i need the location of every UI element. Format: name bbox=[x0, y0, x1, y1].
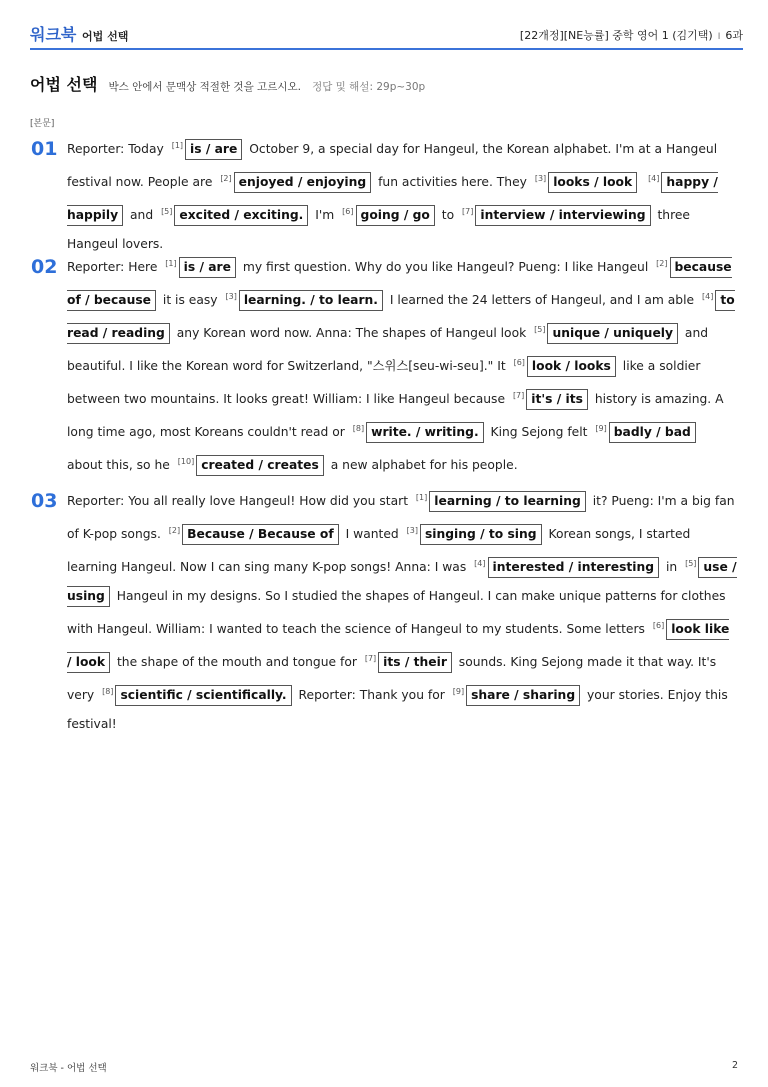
passage-text: to bbox=[437, 208, 459, 222]
passage-text: your stories. Enjoy this festival! bbox=[67, 688, 728, 731]
blank-number: [6] bbox=[652, 621, 665, 630]
choice-box[interactable]: use / using bbox=[67, 557, 737, 607]
choice-box[interactable]: looks / look bbox=[548, 172, 637, 193]
choice-box[interactable]: write. / writing. bbox=[366, 422, 484, 443]
blank-number: [5] bbox=[161, 207, 173, 216]
instruction-text: 박스 안에서 문맥상 적절한 것을 고르시오. bbox=[108, 81, 301, 93]
passage-text: three Hangeul lovers. bbox=[67, 208, 691, 251]
blank-number: [1] bbox=[171, 141, 184, 150]
choice-box[interactable]: its / their bbox=[378, 652, 452, 673]
blank-number: [3] bbox=[406, 526, 418, 535]
blank-number: [2] bbox=[168, 526, 181, 535]
question-passage-02 bbox=[67, 249, 737, 480]
passage-text: and bbox=[126, 208, 158, 222]
passage-text: my first question. Why do you like Hangeul? Pueng: I like Hangeul bbox=[238, 260, 653, 274]
passage-text: history is amazing. A long time ago, most Koreans couldn't read or bbox=[67, 392, 724, 439]
passage-text: Reporter: Today bbox=[67, 142, 168, 156]
choice-box[interactable]: going / go bbox=[356, 205, 435, 226]
passage-text: the shape of the mouth and tongue for bbox=[113, 655, 361, 669]
question-passage-01 bbox=[67, 131, 737, 259]
choice-box[interactable]: badly / bad bbox=[609, 422, 696, 443]
blank-number: [10] bbox=[177, 457, 195, 466]
blank-number: [4] bbox=[474, 559, 486, 568]
blank-number: [4] bbox=[648, 174, 660, 183]
choice-box[interactable]: is / are bbox=[179, 257, 236, 278]
passage-text: and beautiful. I like the Korean word for Switzerland, "스위스[seu-wi-seu]." It bbox=[67, 326, 709, 373]
question-number-01: 01 bbox=[31, 138, 58, 160]
blank-number: [6] bbox=[342, 207, 354, 216]
blank-number: [7] bbox=[364, 654, 377, 663]
section-title: 어법 선택 bbox=[30, 75, 98, 94]
passage-text: in bbox=[662, 560, 682, 574]
choice-box[interactable]: interview / interviewing bbox=[475, 205, 650, 226]
book-info bbox=[520, 27, 743, 43]
choice-box[interactable]: singing / to sing bbox=[420, 524, 542, 545]
passage-text bbox=[640, 175, 644, 189]
choice-box[interactable]: unique / uniquely bbox=[547, 323, 678, 344]
book-title: [22개정][NE능률] 중학 영어 1 (김기택) bbox=[519, 29, 713, 42]
blank-number: [1] bbox=[415, 493, 428, 502]
passage-text: I learned the 24 letters of Hangeul, and I am able bbox=[385, 293, 699, 307]
passage-text: fun activities here. They bbox=[374, 175, 531, 189]
passage-text: Hangeul in my designs. So I studied the shapes of Hangeul. I can make unique patterns for clothes with Hangeul. William: I wanted to teach the science of Hangeul to my students. Some letters bbox=[67, 589, 726, 636]
choice-box[interactable]: learning. / to learn. bbox=[239, 290, 383, 311]
blank-number: [9] bbox=[452, 687, 465, 696]
header-separator: I bbox=[717, 32, 721, 42]
page-header bbox=[30, 0, 743, 50]
choice-box[interactable]: look / looks bbox=[527, 356, 616, 377]
passage-text: King Sejong felt bbox=[486, 425, 592, 439]
blank-number: [7] bbox=[512, 391, 525, 400]
blank-number: [3] bbox=[534, 174, 547, 183]
passage-text: October 9, a special day for Hangeul, the Korean alphabet. I'm at a Hangeul festival now. People are bbox=[67, 142, 718, 189]
blank-number: [2] bbox=[656, 259, 668, 268]
choice-box[interactable]: is / are bbox=[185, 139, 242, 160]
passage-text: it? Pueng: I'm a big fan of K-pop songs. bbox=[67, 494, 735, 541]
lesson-label: 6과 bbox=[725, 29, 743, 42]
passage-text: Reporter: Thank you for bbox=[294, 688, 449, 702]
choice-box[interactable]: enjoyed / enjoying bbox=[234, 172, 372, 193]
blank-number: [8] bbox=[352, 424, 365, 433]
question-passage-03 bbox=[67, 483, 737, 739]
brand-title: 워크북 bbox=[30, 25, 77, 44]
choice-box[interactable]: to read / reading bbox=[67, 290, 735, 344]
blank-number: [4] bbox=[702, 292, 714, 301]
choice-box[interactable]: it's / its bbox=[526, 389, 588, 410]
header-subtitle: 어법 선택 bbox=[82, 30, 129, 43]
blank-number: [1] bbox=[165, 259, 177, 268]
choice-box[interactable]: excited / exciting. bbox=[174, 205, 308, 226]
blank-number: [9] bbox=[595, 424, 607, 433]
blank-number: [6] bbox=[513, 358, 525, 367]
passage-text: like a soldier between two mountains. It looks great! William: I like Hangeul because bbox=[67, 359, 701, 406]
passage-text: Reporter: Here bbox=[67, 260, 162, 274]
question-number-03: 03 bbox=[31, 490, 58, 512]
choice-box[interactable]: share / sharing bbox=[466, 685, 580, 706]
blank-number: [8] bbox=[102, 687, 114, 696]
choice-box[interactable]: happy / happily bbox=[67, 172, 718, 226]
passage-text: Reporter: You all really love Hangeul! How did you start bbox=[67, 494, 412, 508]
footer-label: 워크북 - 어법 선택 bbox=[30, 1063, 107, 1074]
passage-text: any Korean word now. Anna: The shapes of Hangeul look bbox=[172, 326, 531, 340]
choice-box[interactable]: learning / to learning bbox=[429, 491, 586, 512]
choice-box[interactable]: created / creates bbox=[196, 455, 324, 476]
blank-number: [3] bbox=[225, 292, 237, 301]
passage-text: I'm bbox=[311, 208, 339, 222]
choice-box[interactable]: look like / look bbox=[67, 619, 729, 673]
passage-text: sounds. King Sejong made it that way. It's very bbox=[67, 655, 717, 702]
passage-text: Korean songs, I started learning Hangeul. Now I can sing many K-pop songs! Anna: I was bbox=[67, 527, 691, 574]
choice-box[interactable]: because of / because bbox=[67, 257, 732, 311]
passage-text: a new alphabet for his people. bbox=[326, 458, 518, 472]
passage-text: it is easy bbox=[159, 293, 222, 307]
blank-number: [2] bbox=[220, 174, 232, 183]
section-heading bbox=[30, 72, 425, 95]
passage-text: I wanted bbox=[341, 527, 403, 541]
choice-box[interactable]: scientific / scientifically. bbox=[115, 685, 291, 706]
blank-number: [5] bbox=[534, 325, 546, 334]
passage-text: about this, so he bbox=[67, 458, 174, 472]
page-number: 2 bbox=[731, 1060, 738, 1071]
passage-tag: [본문] bbox=[30, 119, 55, 129]
blank-number: [7] bbox=[462, 207, 474, 216]
choice-box[interactable]: Because / Because of bbox=[182, 524, 339, 545]
choice-box[interactable]: interested / interesting bbox=[488, 557, 660, 578]
answer-reference: 정답 및 해설: 29p~30p bbox=[312, 81, 426, 93]
blank-number: [5] bbox=[685, 559, 697, 568]
question-number-02: 02 bbox=[31, 256, 58, 278]
